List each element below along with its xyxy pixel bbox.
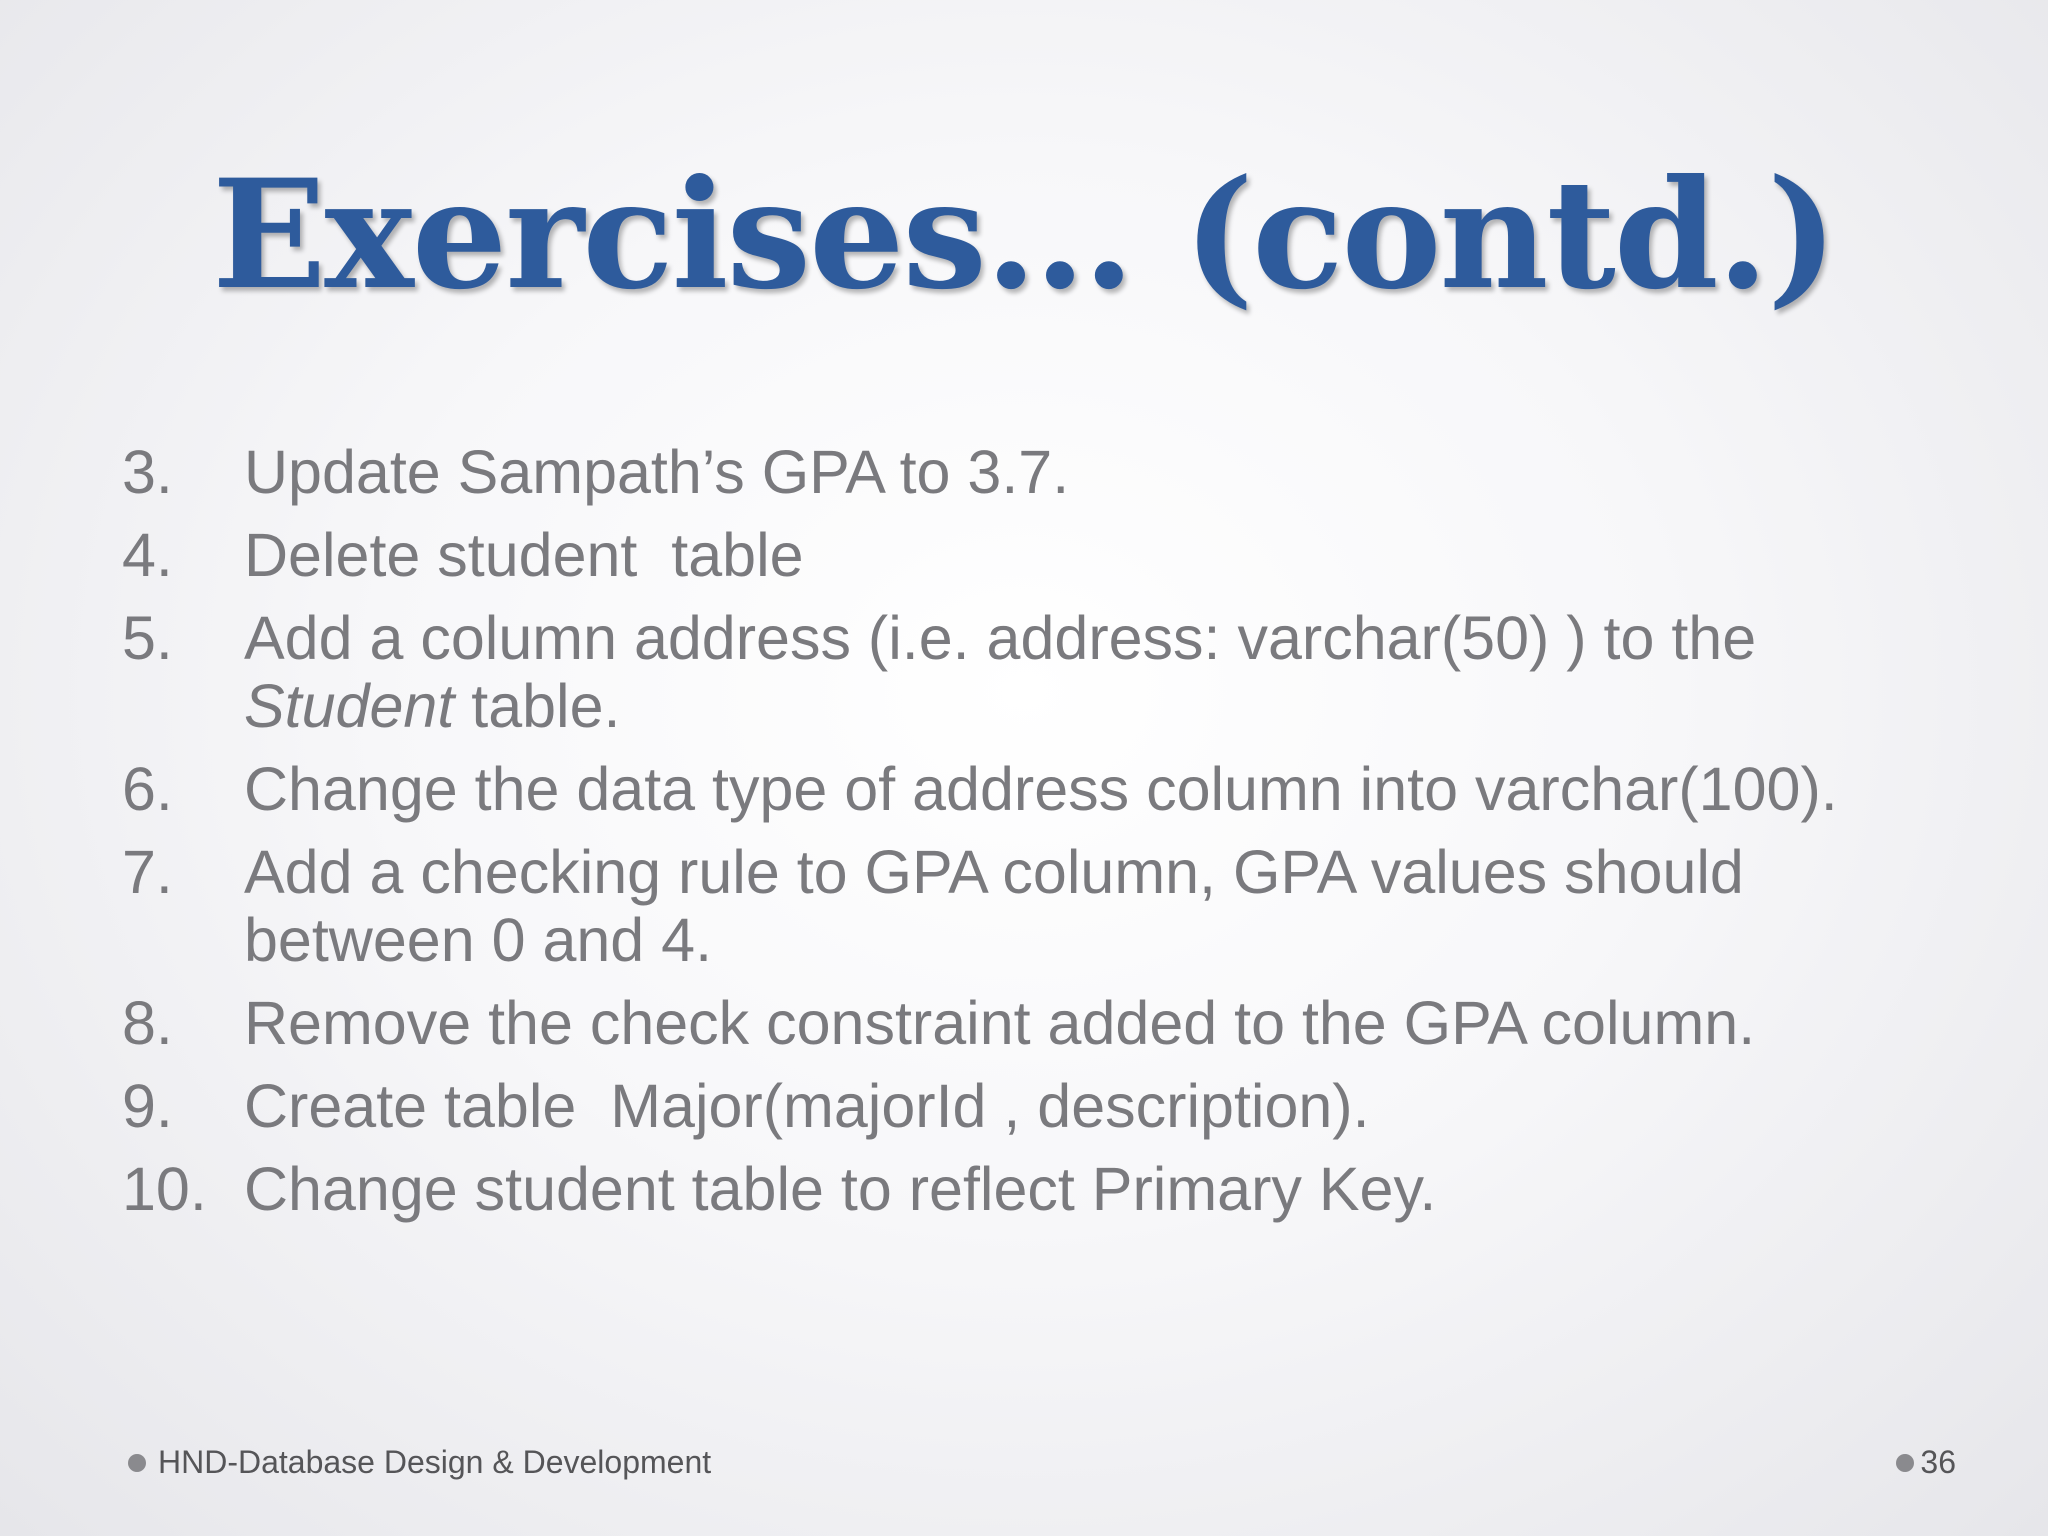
list-item (122, 521, 1922, 589)
exercise-list (122, 438, 1922, 1238)
list-item (122, 838, 1922, 974)
slide-footer (128, 1444, 711, 1481)
item-number: 4. (122, 521, 173, 589)
page-number-text: 36 (1920, 1444, 1956, 1480)
item-text: Add a checking rule to GPA column, GPA values should between 0 and 4. (244, 838, 1744, 974)
page-number (1896, 1444, 1956, 1481)
bullet-dot-icon (1896, 1454, 1914, 1472)
item-text-part: table. (454, 672, 621, 740)
item-text: Change the data type of address column into varchar(100). (244, 755, 1838, 823)
item-text: Delete student table (244, 521, 804, 589)
item-number: 8. (122, 989, 173, 1057)
list-item (122, 755, 1922, 823)
item-text-italic: Student (244, 672, 455, 740)
item-text: Change student table to reflect Primary Key. (244, 1155, 1437, 1223)
item-number: 7. (122, 838, 173, 906)
item-text-part: Add a column address (i.e. address: varchar(50) ) to the (244, 604, 1757, 672)
item-number: 5. (122, 604, 173, 672)
slide-title: Exercises… (contd.) (212, 147, 1836, 323)
list-item (122, 1155, 1922, 1223)
footer-text: HND-Database Design & Development (158, 1444, 712, 1480)
list-item (122, 604, 1922, 740)
bullet-dot-icon (128, 1454, 146, 1472)
list-item (122, 1072, 1922, 1140)
item-number: 10. (122, 1155, 207, 1223)
list-item (122, 438, 1922, 506)
item-text: Create table Major(majorId , description). (244, 1072, 1370, 1140)
item-text (244, 604, 1922, 740)
item-text: Update Sampath’s GPA to 3.7. (244, 438, 1070, 506)
item-text: Remove the check constraint added to the GPA column. (244, 989, 1756, 1057)
item-number: 6. (122, 755, 173, 823)
item-number: 3. (122, 438, 173, 506)
list-item (122, 989, 1922, 1057)
item-number: 9. (122, 1072, 173, 1140)
